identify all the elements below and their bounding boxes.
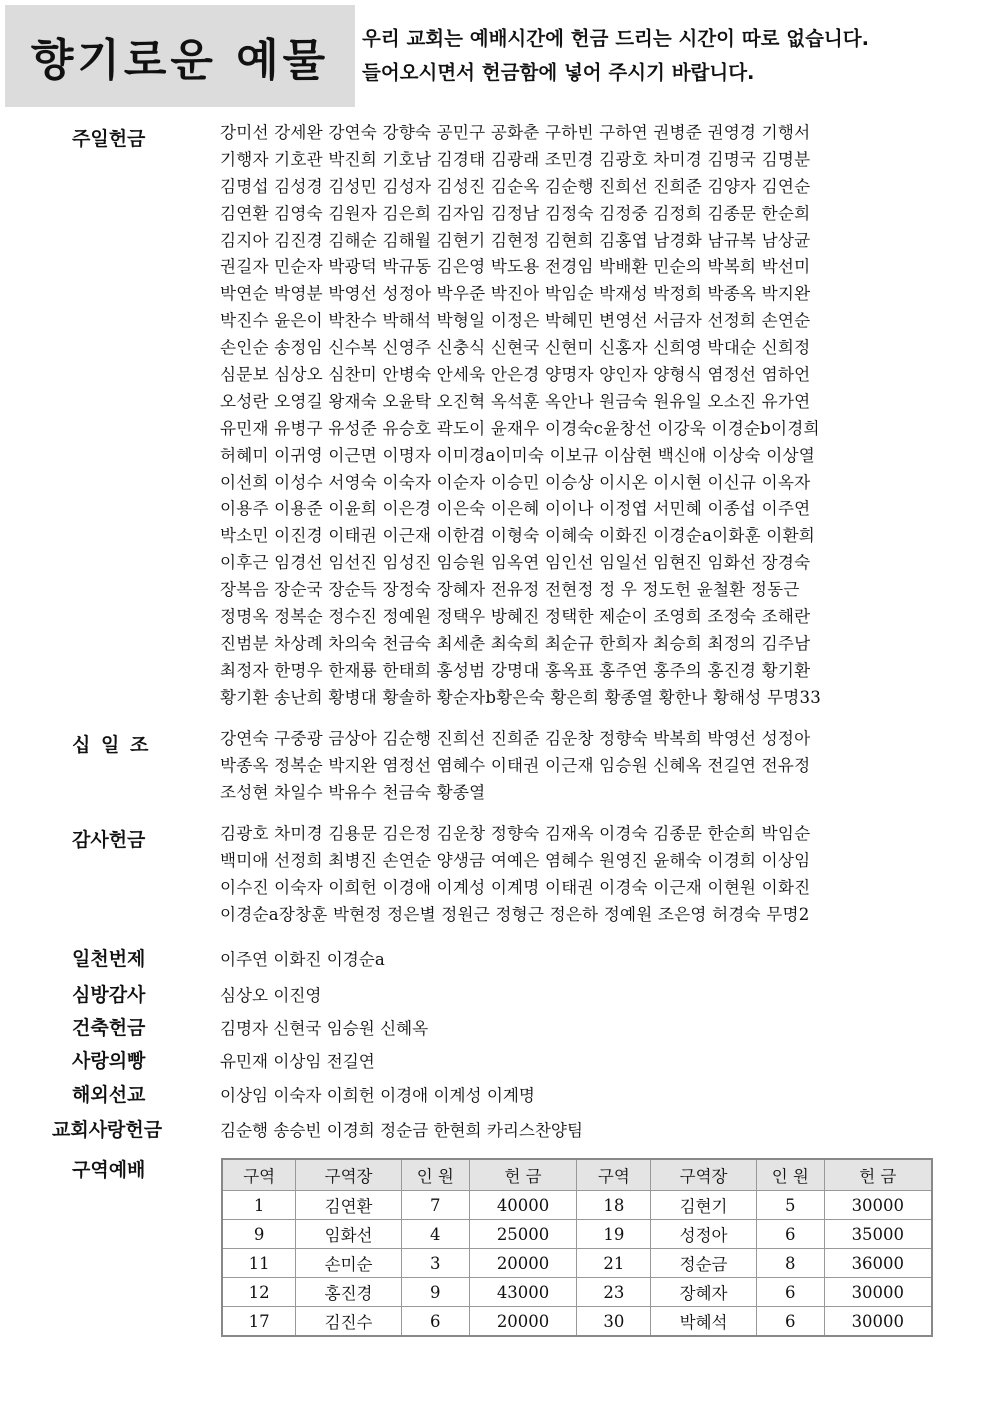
table-header-row [222,1159,932,1191]
table-header-cell: 구역 [222,1159,296,1191]
name-line: 이후근 임경선 임선진 임성진 임승원 임옥연 임인선 임일선 임현진 임화선 장경숙 [220,553,811,573]
tithe-names [220,726,810,807]
sunday-names [220,120,821,712]
table-cell: 30000 [824,1191,932,1220]
table-header-cell: 구역 [577,1159,651,1191]
table-cell: 43000 [469,1278,577,1307]
table-cell: 9 [401,1278,469,1307]
table-header-cell: 인 원 [756,1159,824,1191]
table-cell: 6 [401,1307,469,1337]
page-title: 향기로운 예물 [30,35,330,86]
name-line: 백미애 선정희 최병진 손연순 양생금 여예은 염혜수 원영진 윤해숙 이경희 이상임 [220,850,811,870]
misc-label: 해외선교 [72,1084,146,1106]
name-line: 허혜미 이귀영 이근면 이명자 이미경a이미숙 이보규 이삼현 백신애 이상숙 이상열 [220,445,815,465]
notice-line: 우리 교회는 예배시간에 헌금 드리는 시간이 따로 없습니다. [362,27,870,50]
table-cell: 17 [222,1307,296,1337]
table-header-cell: 구역장 [296,1159,402,1191]
table-row [222,1249,932,1278]
thanks-label: 감사헌금 [72,829,146,851]
name-line: 김지아 김진경 김해순 김해월 김현기 김현정 김현희 김홍엽 남경화 남규복 남상균 [220,230,811,250]
table-cell: 21 [577,1249,651,1278]
name-line: 황기환 송난희 황병대 황솔하 황순자b황은숙 황은희 황종열 황한나 황해성 무명33 [220,687,821,707]
name-line: 박연순 박영분 박영선 성정아 박우준 박진아 박임순 박재성 박정희 박종옥 박지완 [220,284,811,304]
table-cell: 12 [222,1278,296,1307]
table-header-cell: 헌 금 [824,1159,932,1191]
title-box [5,5,355,107]
misc-label: 교회사랑헌금 [52,1119,163,1141]
table-cell: 8 [756,1249,824,1278]
table-cell: 36000 [824,1249,932,1278]
misc-label: 일천번제 [72,948,146,970]
table-cell: 20000 [469,1307,577,1337]
table-cell: 25000 [469,1220,577,1249]
table-cell: 19 [577,1220,651,1249]
table-cell: 홍진경 [296,1278,402,1307]
table-cell: 3 [401,1249,469,1278]
table-cell: 7 [401,1191,469,1220]
table-cell: 김진수 [296,1307,402,1337]
table-cell: 김현기 [651,1191,757,1220]
table-cell: 박혜석 [651,1307,757,1337]
table-cell: 5 [756,1191,824,1220]
notice [362,22,987,90]
table-cell: 11 [222,1249,296,1278]
table-row [222,1220,932,1249]
district-label: 구역예배 [72,1159,146,1181]
misc-label: 건축헌금 [72,1017,146,1039]
sunday-label: 주일헌금 [72,128,146,150]
table-cell: 18 [577,1191,651,1220]
table-cell: 30000 [824,1278,932,1307]
table-cell: 30 [577,1307,651,1337]
name-line: 손인순 송정임 신수복 신영주 신충식 신현국 신현미 신홍자 신희영 박대순 신희정 [220,338,811,358]
name-line: 박소민 이진경 이태권 이근재 이한겸 이형숙 이혜숙 이화진 이경순a이화훈 이환희 [220,526,815,546]
table-cell: 6 [756,1307,824,1337]
table-cell: 김연환 [296,1191,402,1220]
name-line: 이수진 이숙자 이희헌 이경애 이계성 이계명 이태권 이경숙 이근재 이현원 이화진 [220,877,811,897]
misc-names: 이상임 이숙자 이희헌 이경애 이계성 이계명 [220,1086,535,1105]
misc-label: 심방감사 [72,984,146,1006]
table-cell: 6 [756,1220,824,1249]
table-cell: 손미순 [296,1249,402,1278]
district-table [221,1158,933,1337]
thanks-names [220,821,810,929]
name-line: 장복음 장순국 장순득 장정숙 장혜자 전유정 전현정 정 우 정도헌 윤철환 정동근 [220,580,800,600]
table-cell: 장혜자 [651,1278,757,1307]
table-header-cell: 구역장 [651,1159,757,1191]
name-line: 김명섭 김성경 김성민 김성자 김성진 김순옥 김순행 진희선 진희준 김양자 김연순 [220,176,811,196]
name-line: 이선희 이성수 서영숙 이숙자 이순자 이승민 이승상 이시온 이시현 이신규 이옥자 [220,472,811,492]
name-line: 진범분 차상례 차의숙 천금숙 최세춘 최숙희 최순규 한희자 최승희 최정의 김주남 [220,633,811,653]
table-row [222,1278,932,1307]
name-line: 강연숙 구중광 금상아 김순행 진희선 진희준 김운창 정향숙 박복희 박영선 성정아 [220,729,811,748]
name-line: 최정자 한명우 한재룡 한태희 홍성범 강명대 홍옥표 홍주연 홍주의 홍진경 황기환 [220,660,811,680]
table-header-cell: 헌 금 [469,1159,577,1191]
tithe-label: 십 일 조 [72,734,151,756]
table-row [222,1307,932,1337]
name-line: 오성란 오영길 왕재숙 오윤탁 오진혁 옥석훈 옥안나 원금숙 원유일 오소진 유가연 [220,391,811,411]
table-cell: 성정아 [651,1220,757,1249]
table-row [222,1191,932,1220]
name-line: 이용주 이용준 이윤희 이은경 이은숙 이은혜 이이나 이정엽 서민혜 이종섭 이주연 [220,499,811,519]
name-line: 권길자 민순자 박광덕 박규동 김은영 박도용 전경임 박배환 민순의 박복희 박선미 [220,257,811,277]
table-cell: 정순금 [651,1249,757,1278]
misc-label: 사랑의빵 [72,1050,146,1072]
misc-names: 유민재 이상임 전길연 [220,1052,375,1071]
misc-names: 심상오 이진영 [220,986,322,1005]
table-cell: 4 [401,1220,469,1249]
name-line: 정명옥 정복순 정수진 정예원 정택우 방혜진 정택한 제순이 조영희 조정숙 조해란 [220,607,811,627]
name-line: 조성현 차일수 박유수 천금숙 황종열 [220,782,486,802]
name-line: 김광호 차미경 김용문 김은정 김운창 정향숙 김재옥 이경숙 김종문 한순희 박임순 [220,824,811,843]
table-cell: 임화선 [296,1220,402,1249]
name-line: 심문보 심상오 심찬미 안병숙 안세욱 안은경 양명자 양인자 양형식 염정선 염하언 [220,365,811,385]
table-cell: 6 [756,1278,824,1307]
notice-line: 들어오시면서 헌금함에 넣어 주시기 바랍니다. [362,61,755,84]
name-line: 박종옥 정복순 박지완 염정선 염혜수 이태권 이근재 임승원 신혜옥 전길연 전유정 [220,755,811,775]
name-line: 유민재 유병구 유성준 유승호 곽도이 윤재우 이경숙c윤창선 이강욱 이경순b이경희 [220,418,820,438]
name-line: 이경순a장창훈 박현정 정은별 정원근 정형근 정은하 정예원 조은영 허경숙 무명2 [220,904,810,924]
name-line: 강미선 강세완 강연숙 강향숙 공민구 공화춘 구하빈 구하연 권병준 권영경 기행서 [220,123,811,142]
table-cell: 9 [222,1220,296,1249]
table-cell: 23 [577,1278,651,1307]
name-line: 김연환 김영숙 김원자 김은희 김자임 김정남 김정숙 김정중 김정희 김종문 한순희 [220,203,811,223]
header [0,0,992,110]
table-cell: 40000 [469,1191,577,1220]
misc-names: 이주연 이화진 이경순a [220,950,385,969]
table-cell: 30000 [824,1307,932,1337]
misc-names: 김명자 신현국 임승원 신혜옥 [220,1019,429,1038]
table-cell: 20000 [469,1249,577,1278]
table-cell: 35000 [824,1220,932,1249]
name-line: 기행자 기호관 박진희 기호남 김경태 김광래 조민경 김광호 차미경 김명국 김명분 [220,149,811,169]
table-cell: 1 [222,1191,296,1220]
misc-names: 김순행 송승빈 이경희 정순금 한현희 카리스찬양팀 [220,1121,583,1140]
name-line: 박진수 윤은이 박찬수 박해석 박형일 이정은 박혜민 변영선 서금자 선정희 손연순 [220,311,811,331]
table-header-cell: 인 원 [401,1159,469,1191]
